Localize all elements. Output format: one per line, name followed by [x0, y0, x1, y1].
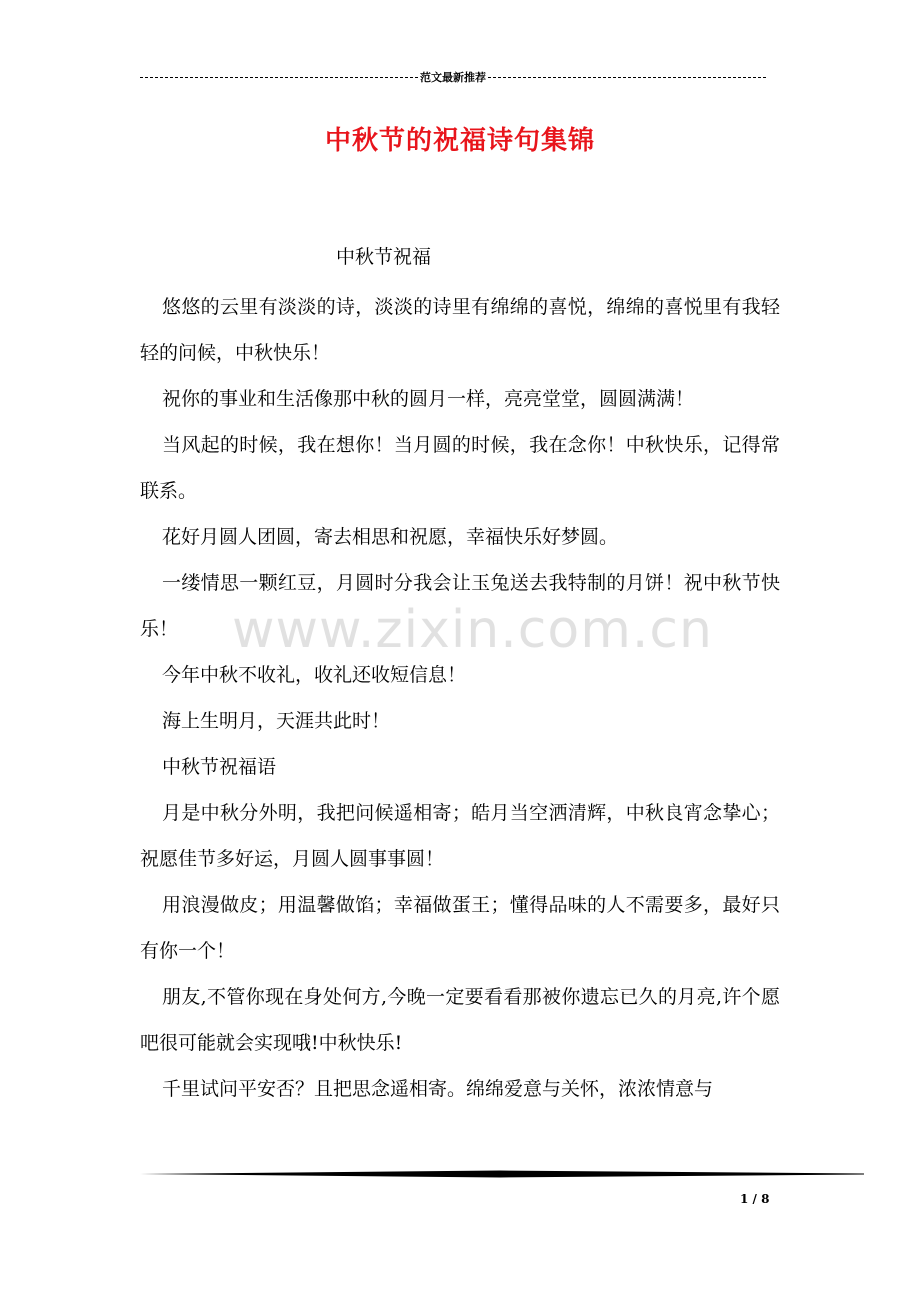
section-heading: 中秋节祝福 [336, 246, 432, 268]
header-dash-left [140, 77, 418, 78]
page-header [140, 68, 766, 86]
paragraph: 祝你的事业和生活像那中秋的圆月一样，亮亮堂堂，圆圆满满！ [162, 388, 695, 410]
paragraph: 朋友,不管你现在身处何方,今晚一定要看看那被你遗忘已久的月亮,许个愿吧很可能就会实现哦!中秋快乐! [140, 986, 780, 1054]
footer-rule [140, 1170, 864, 1178]
header-label: 范文最新推荐 [420, 71, 486, 84]
document-title: 中秋节的祝福诗句集锦 [324, 126, 595, 156]
document-body [140, 284, 780, 1112]
paragraph: 悠悠的云里有淡淡的诗，淡淡的诗里有绵绵的喜悦，绵绵的喜悦里有我轻轻的问候，中秋快乐！ [140, 296, 780, 364]
paragraph: 花好月圆人团圆，寄去相思和祝愿，幸福快乐好梦圆。 [162, 526, 619, 548]
paragraph: 千里试问平安否？且把思念遥相寄。绵绵爱意与关怀，浓浓情意与 [162, 1078, 714, 1100]
header-dash-right [488, 77, 766, 78]
paragraph: 海上生明月，天涯共此时！ [162, 710, 391, 732]
paragraph: 用浪漫做皮；用温馨做馅；幸福做蛋王；懂得品味的人不需要多，最好只有你一个！ [140, 894, 780, 962]
paragraph: 月是中秋分外明，我把问候遥相寄；皓月当空洒清辉，中秋良宵念挚心；祝愿佳节多好运，月圆人圆事事圆！ [140, 802, 780, 870]
paragraph: 今年中秋不收礼，收礼还收短信息！ [162, 664, 467, 686]
watermark: www.zixin.com.cn [232, 600, 713, 660]
paragraph: 当风起的时候，我在想你！当月圆的时候，我在念你！中秋快乐，记得常联系。 [140, 434, 780, 502]
paragraph: 一缕情思一颗红豆，月圆时分我会让玉兔送去我特制的月饼！祝中秋节快乐！ [140, 572, 780, 640]
page-number: 1 / 8 [740, 1192, 770, 1206]
subheading-paragraph: 中秋节祝福语 [162, 756, 277, 778]
